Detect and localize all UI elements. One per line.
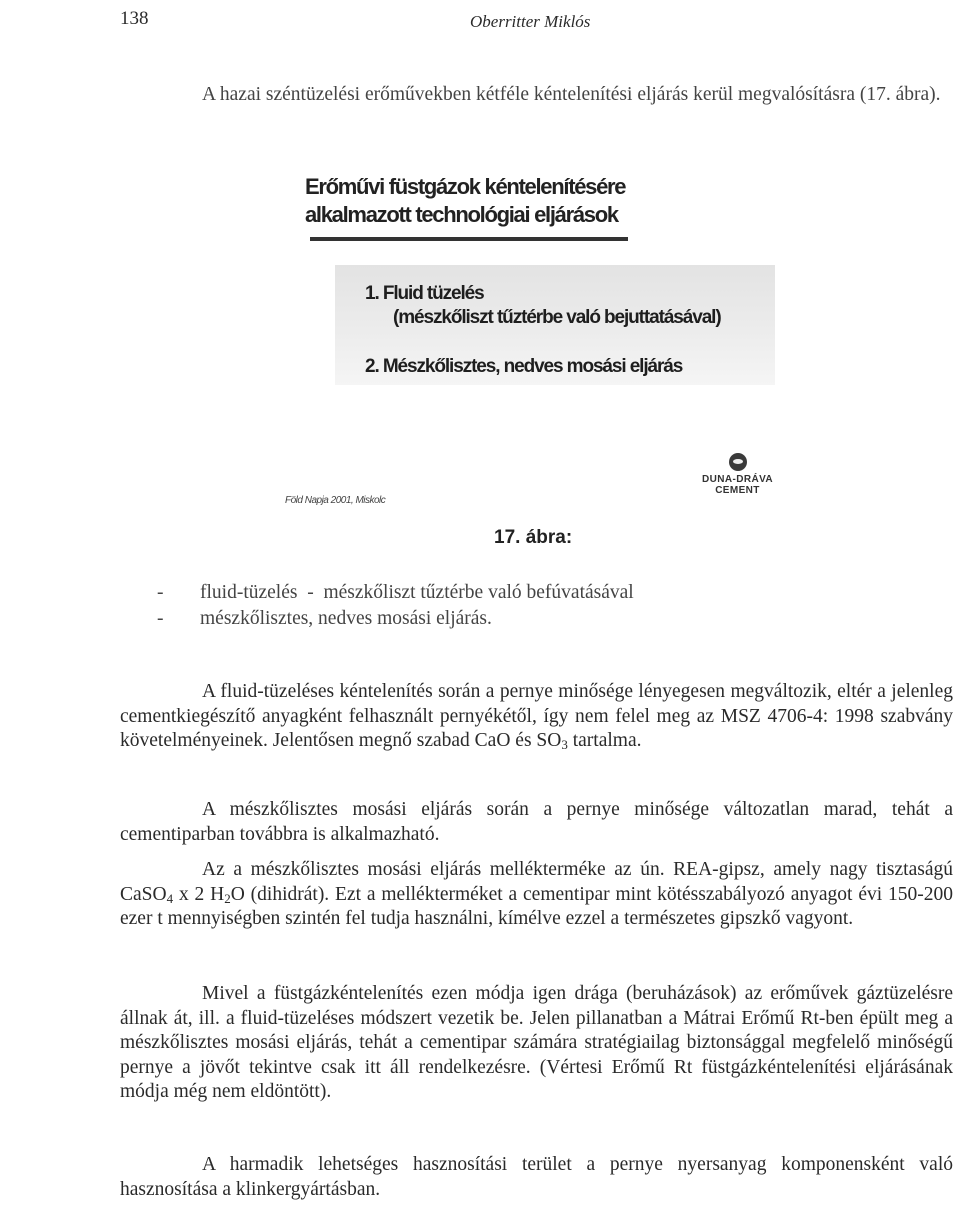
figure-title-line-1: Erőművi füstgázok kéntelenítésére	[305, 174, 626, 199]
bullet-text: fluid-tüzelés - mészkőliszt tűztérbe való befúvatásával	[200, 582, 634, 603]
bullet-text: mészkőlisztes, nedves mosási eljárás.	[200, 608, 492, 629]
paragraph-text: A fluid-tüzeléses kéntelenítés során a pernye minősége lényegesen megváltozik, eltér a jelenleg cementkiegészítő anyagként felhasznált pernyékétől, így nem felel meg az MSZ 4706-4: 1998 szabvány követelményeinek. Jelentősen megnő szabad CaO és SO	[120, 681, 953, 752]
figure-source-note: Föld Napja 2001, Miskolc	[285, 495, 386, 506]
figure-item-wet-scrubbing: 2. Mészkőlisztes, nedves mosási eljárás	[365, 356, 683, 377]
paragraph-power-plants: Mivel a füstgázkéntelenítés ezen módja igen drága (beruházások) az erőművek gáztüzelésre állnak át, ill. a fluid-tüzeléses módszert vezetik be. Jelen pillanatban a Mátrai Erőmű Rt-ben épült meg a mészkőlisztes mosási eljárás, tehát a cementipar számára stratégiailag biztonsággal megfelelő minőségű pernye a jövőt tekintve csak itt áll rendelkezésre. (Vértesi Erőmű Rt füstgázkéntelenítési eljárásának módja még nem eldöntött).	[120, 983, 953, 1103]
paragraph-text: tartalma.	[567, 730, 642, 752]
subscript: 4	[166, 890, 174, 906]
paragraph-third-area: A harmadik lehetséges hasznosítási terület a pernye nyersanyag komponensként való hasznosítása a klinkergyártásban.	[120, 1154, 953, 1200]
paragraph-text: Az a mészkőlisztes mosási eljárás mellékterméke az ún. REA-gipsz, amely nagy tisztaságú CaSO	[120, 859, 953, 905]
paragraph-rea-gypsum	[120, 858, 953, 932]
bullet-dash: -	[157, 608, 164, 629]
figure-slide	[280, 155, 800, 515]
logo-text-line-1: DUNA-DRÁVA	[701, 474, 774, 485]
logo-text-line-2: CEMENT	[715, 485, 760, 496]
running-head-author: Oberritter Miklós	[470, 12, 591, 31]
paragraph-wet-scrubbing: A mészkőlisztes mosási eljárás során a pernye minősége változatlan marad, tehát a cementiparban továbbra is alkalmazható.	[120, 799, 953, 845]
page-number: 138	[120, 8, 149, 29]
duna-drava-cement-logo	[700, 453, 775, 496]
bullet-item	[157, 606, 634, 632]
figure-title-underline	[310, 237, 628, 241]
figure-item-fluid-detail: (mészkőliszt tűztérbe való bejuttatásával)	[393, 307, 721, 328]
bullet-dash: -	[157, 582, 164, 603]
paragraph-fluid-ash-quality	[120, 680, 953, 754]
paragraph-text: O (dihidrát). Ezt a mellékterméket a cementipar mint kötésszabályozó anyagot évi 150-200 ezer t mennyiségben szintén fel tudja használni, kímélve ezzel a természetes gipszkő vagyont.	[120, 883, 953, 930]
bullet-list	[157, 580, 634, 632]
figure-item-fluid: 1. Fluid tüzelés	[365, 283, 484, 304]
bullet-item	[157, 580, 634, 606]
intro-paragraph: A hazai széntüzelési erőművekben kétféle kéntelenítési eljárás kerül megvalósításra (17. ábra).	[202, 84, 941, 105]
figure-title-line-2: alkalmazott technológiai eljárások	[305, 202, 618, 227]
company-logo-icon	[729, 453, 747, 471]
figure-title	[305, 173, 625, 229]
subscript: 3	[561, 737, 568, 753]
paragraph-text: x 2 H	[173, 883, 225, 905]
subscript: 2	[224, 890, 231, 906]
figure-caption: 17. ábra:	[494, 527, 573, 548]
